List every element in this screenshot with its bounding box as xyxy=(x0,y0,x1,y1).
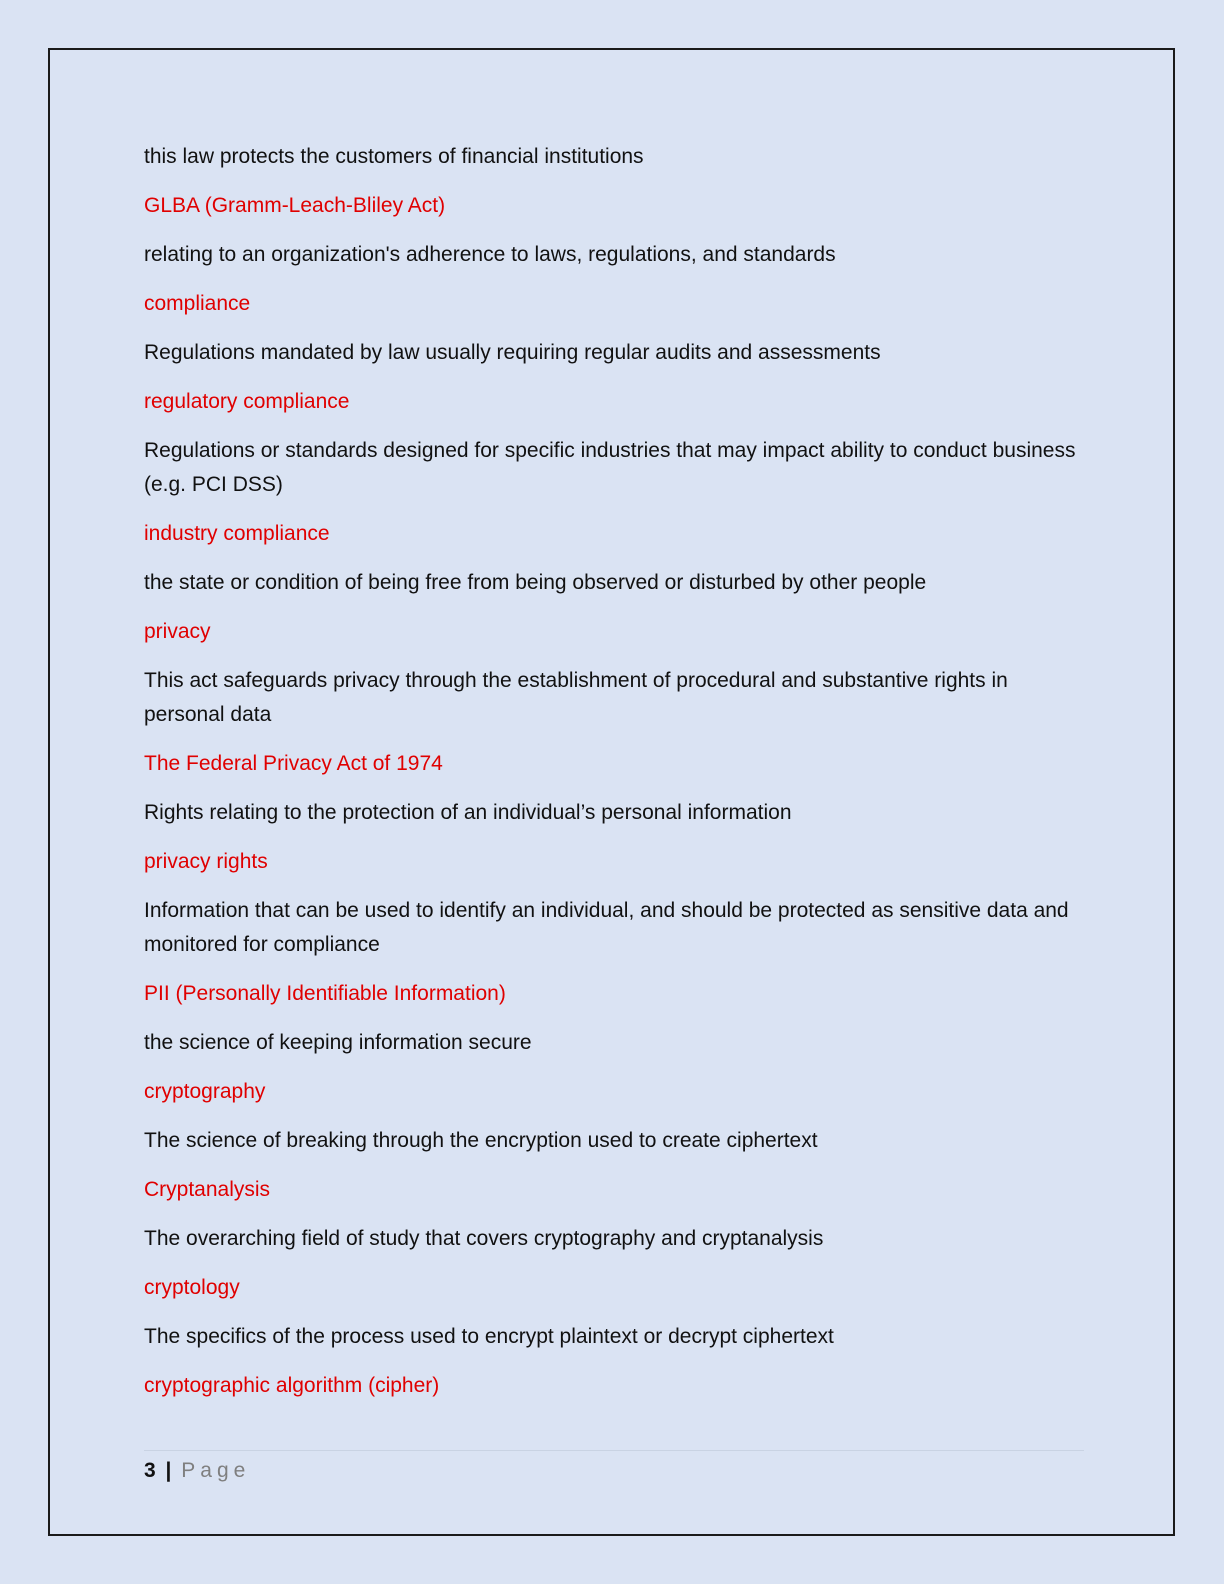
glossary-definition: the state or condition of being free from being observed or disturbed by other people xyxy=(144,571,927,594)
glossary-term: cryptographic algorithm (cipher) xyxy=(144,1374,440,1397)
glossary-term: privacy xyxy=(144,620,211,643)
glossary-term: privacy rights xyxy=(144,850,268,873)
footer-separator: | xyxy=(165,1459,172,1482)
glossary-definition: Information that can be used to identify an individual, and should be protected as sensitive data and monitored for compliance xyxy=(144,899,1069,956)
page-footer xyxy=(144,1450,1084,1485)
glossary-term: PII (Personally Identifiable Information) xyxy=(144,982,506,1005)
document-body xyxy=(144,140,1084,1418)
page-label: Page xyxy=(181,1459,251,1482)
glossary-term: The Federal Privacy Act of 1974 xyxy=(144,752,443,775)
glossary-definition: Regulations mandated by law usually requiring regular audits and assessments xyxy=(144,341,881,364)
glossary-term: cryptology xyxy=(144,1276,240,1299)
glossary-definition: this law protects the customers of financial institutions xyxy=(144,145,644,168)
glossary-definition: This act safeguards privacy through the establishment of procedural and substantive rights in personal data xyxy=(144,669,1008,726)
glossary-definition: The overarching field of study that covers cryptography and cryptanalysis xyxy=(144,1227,824,1250)
glossary-term: regulatory compliance xyxy=(144,390,350,413)
page-number: 3 xyxy=(144,1459,156,1482)
glossary-definition: The specifics of the process used to encrypt plaintext or decrypt ciphertext xyxy=(144,1325,834,1348)
glossary-definition: Regulations or standards designed for specific industries that may impact ability to conduct business (e.g. PCI DSS) xyxy=(144,439,1076,496)
glossary-term: industry compliance xyxy=(144,522,330,545)
glossary-term: compliance xyxy=(144,292,251,315)
glossary-term: GLBA (Gramm-Leach-Bliley Act) xyxy=(144,194,446,217)
glossary-term: cryptography xyxy=(144,1080,266,1103)
glossary-definition: relating to an organization's adherence to laws, regulations, and standards xyxy=(144,243,836,266)
glossary-term: Cryptanalysis xyxy=(144,1178,271,1201)
glossary-definition: Rights relating to the protection of an individual’s personal information xyxy=(144,801,792,824)
glossary-definition: the science of keeping information secure xyxy=(144,1031,532,1054)
glossary-definition: The science of breaking through the encryption used to create ciphertext xyxy=(144,1129,818,1152)
